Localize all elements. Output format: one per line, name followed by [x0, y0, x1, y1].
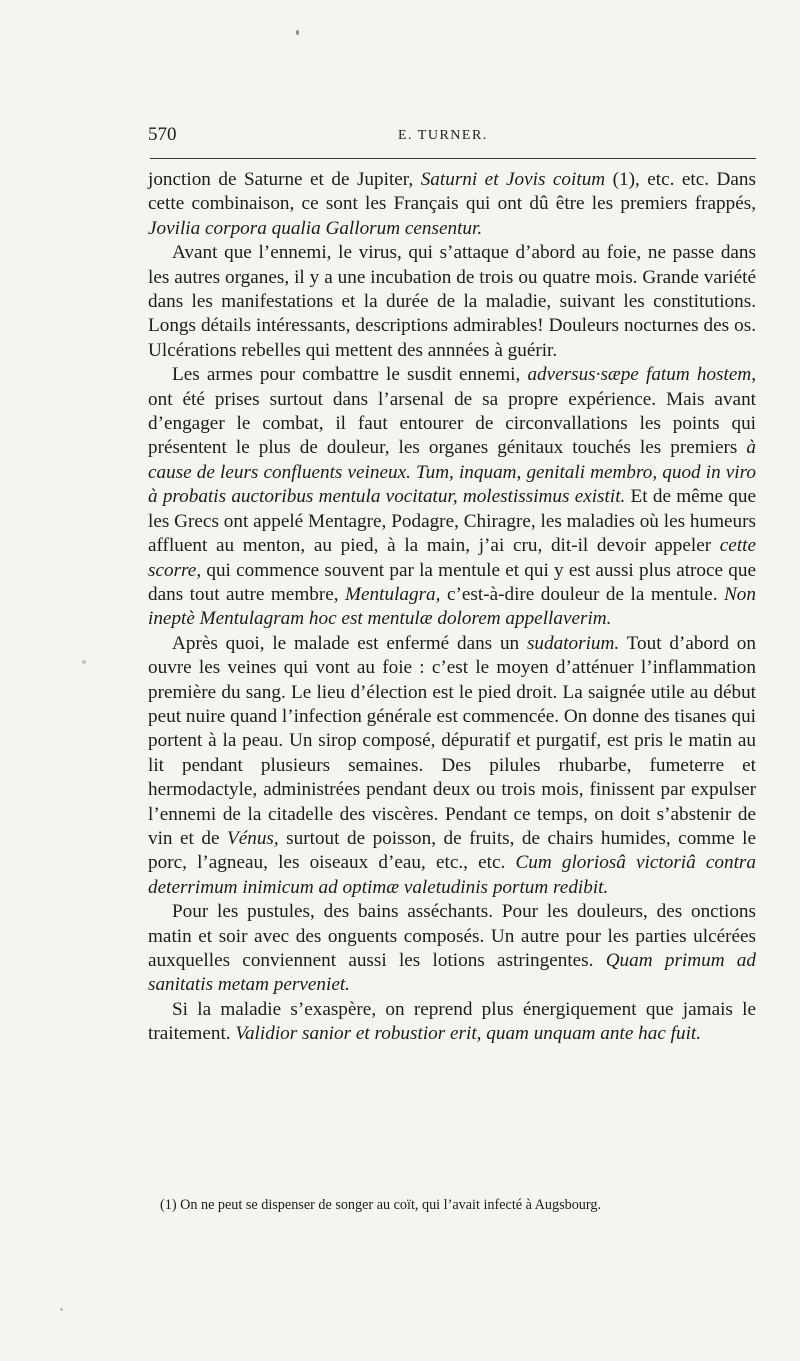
- ink-speck: [296, 30, 299, 35]
- text-run: qui commence souvent par la mentule et qui y est aussi plus atroce que dans tout autre membre,: [148, 559, 756, 605]
- italic-text: Jovilia corpora qualia Gallorum censentur.: [148, 217, 483, 239]
- text-run: Après quoi, le malade est enfermé dans un: [172, 632, 527, 654]
- paragraph: [148, 998, 756, 1047]
- text-run: Et de même que les Grecs ont appelé Mentagre, Podagre, Chiragre, les maladies où les humeurs affluent au menton, au pied, à la main, j’ai cru, dit-il devoir appeler: [148, 486, 757, 557]
- running-head: E. TURNER.: [398, 128, 488, 143]
- text-run: Tout d’abord on ouvre les veines qui vont au foie : c’est le moyen d’atténuer l’inflammation première du sang. Le lieu d’élection est le pied droit. La saignée utile au début peut nuire quand l’infection générale est commencée. On donne des tisanes qui portent à la peau. Un sirop composé, dépuratif et purgatif, est pris le matin au lit pendant plusieurs semaines. Des pilules rhubarbe, fumeterre et hermodactyle, administrées pendant deux ou trois mois, finissent par expulser l’ennemi de la citadelle des viscères. Pendant ce temps, on doit s’abstenir de vin et de: [148, 632, 756, 849]
- body-text: [148, 168, 756, 1047]
- text-run: Avant que l’ennemi, le virus, qui s’attaque d’abord au foie, ne passe dans les autres organes, il y a une incubation de trois ou quatre mois. Grande variété dans les manifestations et la durée de la maladie, suivant les constitutions. Longs détails intéressants, descriptions admirables! Douleurs nocturnes des os. Ulcérations rebelles qui mettent des annnées à guérir.: [148, 242, 756, 361]
- header-rule: [150, 158, 756, 159]
- text-run: (1), etc. etc. Dans cette combinaison, ce sont les Français qui ont dû être les premiers frappés,: [148, 169, 756, 215]
- paragraph: [148, 168, 756, 241]
- italic-text: Quam primum ad sanitatis metam perveniet.: [148, 950, 756, 996]
- italic-text: Mentulagra,: [345, 583, 441, 605]
- italic-text: à cause de leurs confluents veineux. Tum, inquam, genitali membro, quod in viro à probatis auctoribus mentula vocitatur, molestissimus existit.: [148, 437, 756, 508]
- text-run: Si la maladie s’exaspère, on reprend plus énergiquement que jamais le traitement.: [148, 998, 756, 1045]
- paragraph: [148, 900, 756, 998]
- ink-speck: [82, 660, 86, 664]
- text-run: Les armes pour combattre le susdit ennemi,: [172, 364, 528, 386]
- italic-text: adversus·sæpe fatum hostem,: [527, 364, 757, 386]
- italic-text: cette scorre,: [148, 535, 756, 581]
- paragraph: [148, 241, 756, 363]
- text-run: c’est-à-dire douleur de la mentule.: [440, 583, 724, 605]
- text-run: Pour les pustules, des bains asséchants. Pour les douleurs, des onctions matin et soir avec des onguents composés. Un autre pour les parties ulcérées auxquelles conviennent aussi les lotions astringentes.: [148, 901, 756, 971]
- page-number: 570: [148, 124, 177, 145]
- italic-text: Non ineptè Mentulagram hoc est mentulæ dolorem appellaverim.: [148, 583, 756, 630]
- ink-speck: [60, 1308, 63, 1311]
- footnote: (1) On ne peut se dispenser de songer au coït, qui l’avait infecté à Augsbourg.: [160, 1197, 602, 1213]
- text-run: ont été prises surtout dans l’arsenal de sa propre expérience. Mais avant d’engager le combat, il faut entourer de circonvallations les points qui présentent le plus de douleur, les organes génitaux touchés les premiers: [148, 388, 756, 459]
- text-run: surtout de poisson, de fruits, de chairs humides, comme le porc, l’agneau, les oiseaux d’eau, etc., etc.: [148, 827, 756, 874]
- page-header: [148, 124, 756, 154]
- italic-text: Vénus,: [226, 827, 279, 849]
- italic-text: Cum gloriosâ victoriâ contra deterrimum inimicum ad optimæ valetudinis portum redibit.: [148, 852, 756, 898]
- paragraph: [148, 363, 756, 631]
- italic-text: Saturni et Jovis coitum: [420, 169, 606, 190]
- italic-text: sudatorium.: [526, 632, 620, 654]
- text-run: jonction de Saturne et de Jupiter,: [148, 169, 421, 190]
- paragraph: [148, 632, 756, 900]
- italic-text: Validior sanior et robustior erit, quam unquam ante hac fuit.: [235, 1023, 702, 1045]
